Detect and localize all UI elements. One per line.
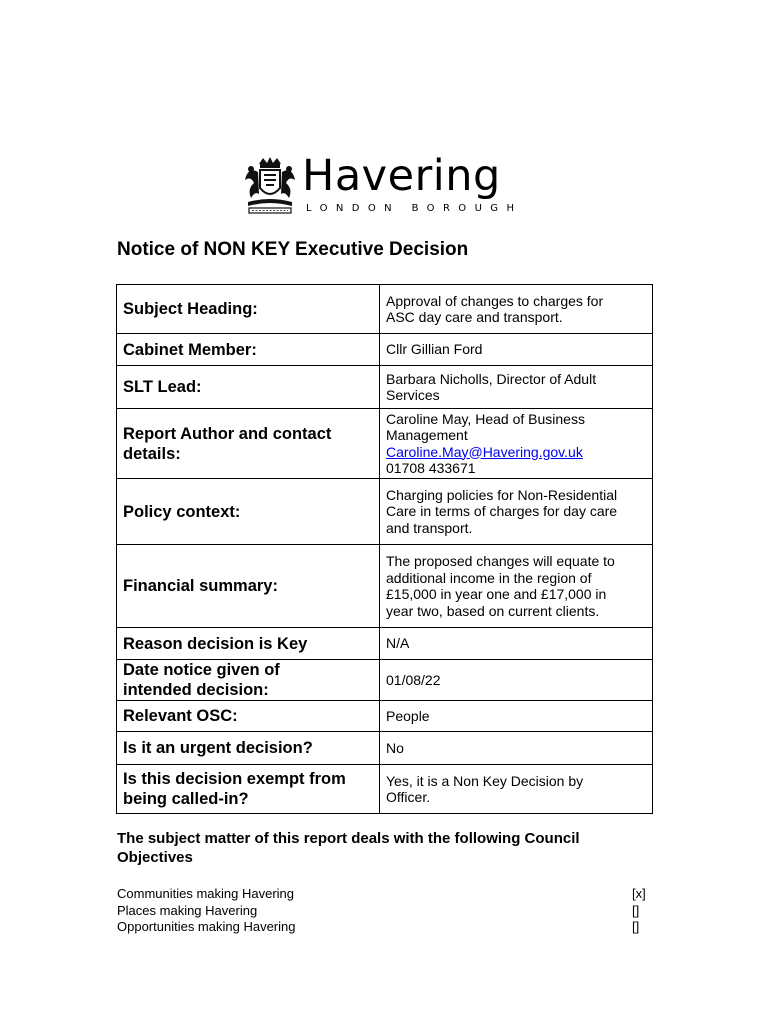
objective-label: Opportunities making Havering xyxy=(117,919,296,934)
row-label: Is this decision exempt from being called-in? xyxy=(117,765,380,814)
list-item xyxy=(117,903,647,920)
table-row xyxy=(117,628,653,660)
row-label: Date notice given of intended decision: xyxy=(117,660,380,701)
row-value: Yes, it is a Non Key Decision by Officer. xyxy=(380,765,653,814)
row-label: Is it an urgent decision? xyxy=(117,732,380,765)
objectives-list xyxy=(117,886,647,936)
row-label: Reason decision is Key xyxy=(117,628,380,660)
row-value: 01/08/22 xyxy=(380,660,653,701)
table-row xyxy=(117,732,653,765)
page-title: Notice of NON KEY Executive Decision xyxy=(117,239,469,260)
row-label: SLT Lead: xyxy=(117,366,380,409)
row-value: Cllr Gillian Ford xyxy=(380,334,653,366)
list-item xyxy=(117,886,647,903)
objective-checkbox: [] xyxy=(632,919,640,934)
table-row xyxy=(117,334,653,366)
objective-checkbox: [] xyxy=(632,902,640,918)
row-label: Report Author and contact details: xyxy=(117,409,380,479)
objectives-heading: The subject matter of this report deals with the following Council Objectives xyxy=(117,830,580,866)
decision-details-table xyxy=(116,284,653,814)
objective-label: Places making Havering xyxy=(117,902,258,918)
row-value: N/A xyxy=(380,628,653,660)
table-row xyxy=(117,409,653,479)
objective-checkbox: [x] xyxy=(632,886,646,901)
row-value: Barbara Nicholls, Director of Adult Services xyxy=(380,366,653,409)
row-value: No xyxy=(380,732,653,765)
row-value: Charging policies for Non-Residential Care in terms of charges for day care and transport. xyxy=(380,479,653,545)
table-row xyxy=(117,285,653,334)
logo-subtitle: LONDON BOROUGH xyxy=(306,203,523,214)
row-value: Approval of changes to charges for ASC day care and transport. xyxy=(380,285,653,334)
table-row xyxy=(117,479,653,545)
table-row xyxy=(117,366,653,409)
logo-wordmark: Havering xyxy=(302,151,501,201)
havering-logo xyxy=(242,151,523,218)
row-label: Cabinet Member: xyxy=(117,334,380,366)
table-row xyxy=(117,701,653,732)
row-value: People xyxy=(380,701,653,732)
row-value: The proposed changes will equate to additional income in the region of £15,000 in year one and £17,000 in year two, based on current clients. xyxy=(380,545,653,628)
borough-crest-icon xyxy=(242,156,298,216)
author-phone: 01708 433671 xyxy=(386,460,476,476)
row-label: Financial summary: xyxy=(117,545,380,628)
table-row xyxy=(117,545,653,628)
author-email-link[interactable]: Caroline.May@Havering.gov.uk xyxy=(386,443,583,460)
row-label: Policy context: xyxy=(117,479,380,545)
table-row xyxy=(117,660,653,701)
table-row xyxy=(117,765,653,814)
list-item xyxy=(117,919,647,936)
row-label: Subject Heading: xyxy=(117,285,380,334)
row-value: Caroline May, Head of Business Management Caroline.May@Havering.gov.uk 01708 433671 xyxy=(380,409,653,479)
objective-label: Communities making Havering xyxy=(117,886,295,901)
row-label: Relevant OSC: xyxy=(117,701,380,732)
